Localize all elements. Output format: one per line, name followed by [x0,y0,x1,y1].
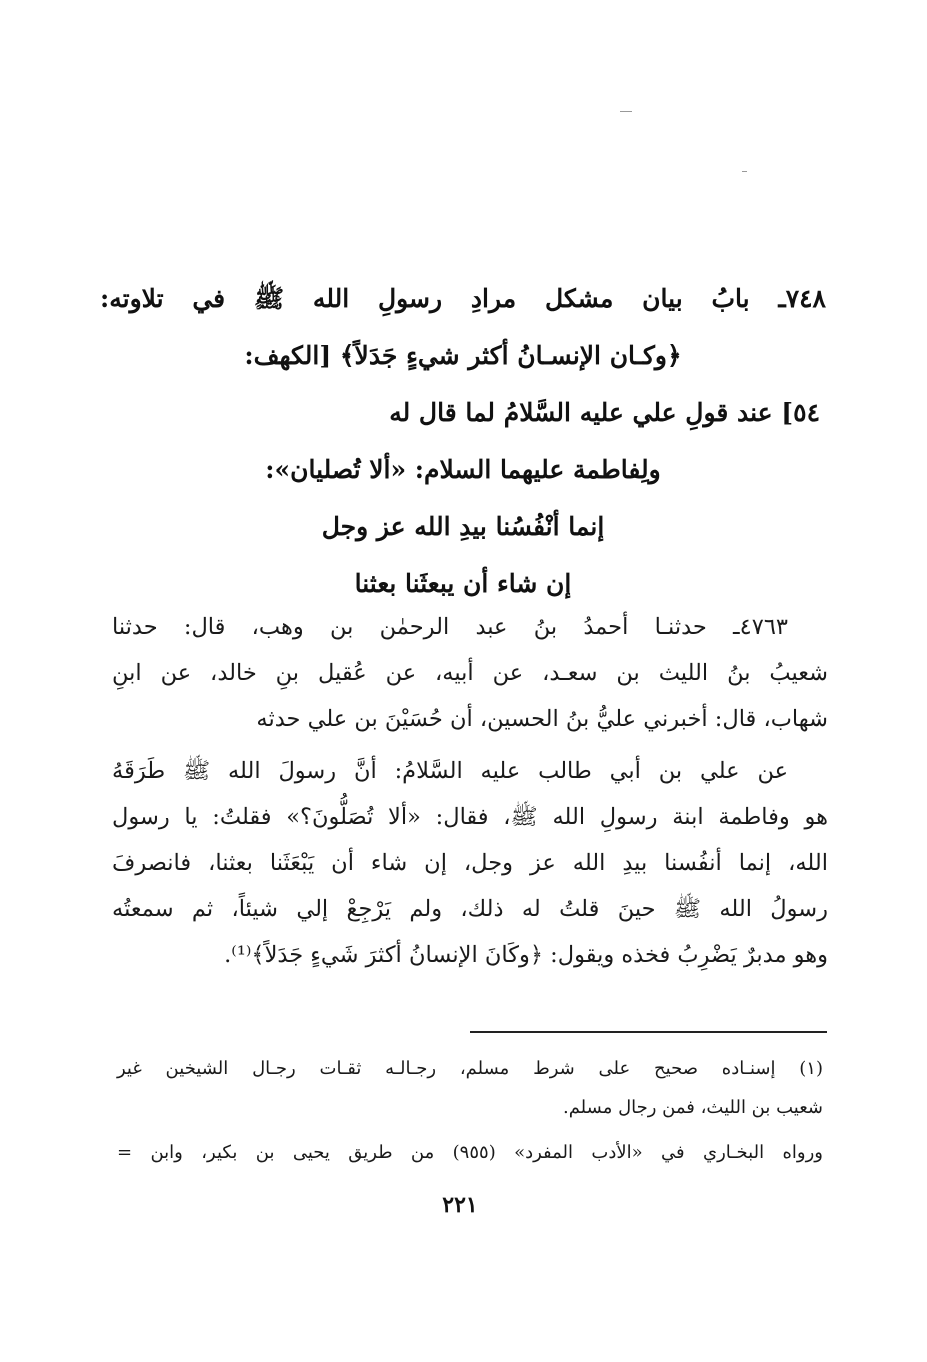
footnotes [117,1049,823,1172]
footnote-separator [470,1031,827,1033]
chapter-heading-line: إن شاء أن يبعثَنا بعثنا [354,569,572,598]
chapter-heading [100,270,826,612]
text-line: هو وفاطمة ابنة رسولِ الله ﷺ، فقال: «ألا تُصَلُّونَ؟» فقلتُ: يا رسول [112,804,828,830]
chapter-heading-line: إنما أنْفُسُنا بيدِ الله عز وجل [321,512,605,541]
text-line: شعيبُ بنُ الليث بن سعـد، عن أبيه، عن عُقيل بنِ خالد، عن ابنِ [112,660,828,686]
hadith-chain-paragraph [112,604,828,742]
footnote-line: ورواه البخـاري في «الأدب المفرد» (٩٥٥) من طريق يحيى بن بكير، وابن = [117,1142,823,1163]
footnote-line: (١) إسنـاده صحيح على شرط مسلم، رجـالـه ثقـات رجـال الشيخين غير [117,1058,823,1079]
footnote-line: شعيب بن الليث، فمن رجال مسلم. [562,1097,823,1118]
chapter-heading-line: ٧٤٨ـ بابُ بيان مشكل مرادِ رسولِ الله ﷺ في تلاوته: [100,284,826,313]
text-line: شهاب، قال: أخبرني عليُّ بنُ الحسين، أن حُسَيْنَ بن علي حدثه [256,706,828,732]
page-number: ٢٢١ [442,1192,478,1218]
text-line: رسولُ الله ﷺ حينَ قلتُ له ذلك، ولم يَرْجِعْ إلي شيئاً، ثم سمعتُه [112,896,828,922]
scan-speck [620,111,632,112]
text-line: ٤٧٦٣ـ حدثنـا أحمدُ بنُ عبد الرحمٰن بن وهب، قال: حدثنا [112,614,788,640]
chapter-heading-line: ٥٤] عند قولِ علي عليه السَّلامُ لما قال له [389,398,820,427]
hadith-text-paragraph [112,748,828,978]
text-line: عن علي بن أبي طالب عليه السَّلامُ: أنَّ رسولَ الله ﷺ طَرَقَهُ [112,758,788,784]
chapter-heading-line: ﴿وكـان الإنسـانُ أكثر شيءٍ جَدَلاً﴾ [الكهف: [244,341,682,370]
scan-speck [742,171,747,172]
text-line: وهو مدبرٌ يَضْرِبُ فخذه ويقول: ﴿وكَانَ الإنسانُ أكثرَ شَيءٍ جَدَلاً﴾⁽¹⁾. [224,942,828,968]
chapter-heading-line: ولِفاطمة عليهما السلام: «ألا تُصليان»: [265,455,661,484]
text-line: الله، إنما أنفُسنا بيدِ الله عز وجل، إن شاء أن يَبْعَثَنا بعثنا، فانصرفَ [112,850,828,876]
